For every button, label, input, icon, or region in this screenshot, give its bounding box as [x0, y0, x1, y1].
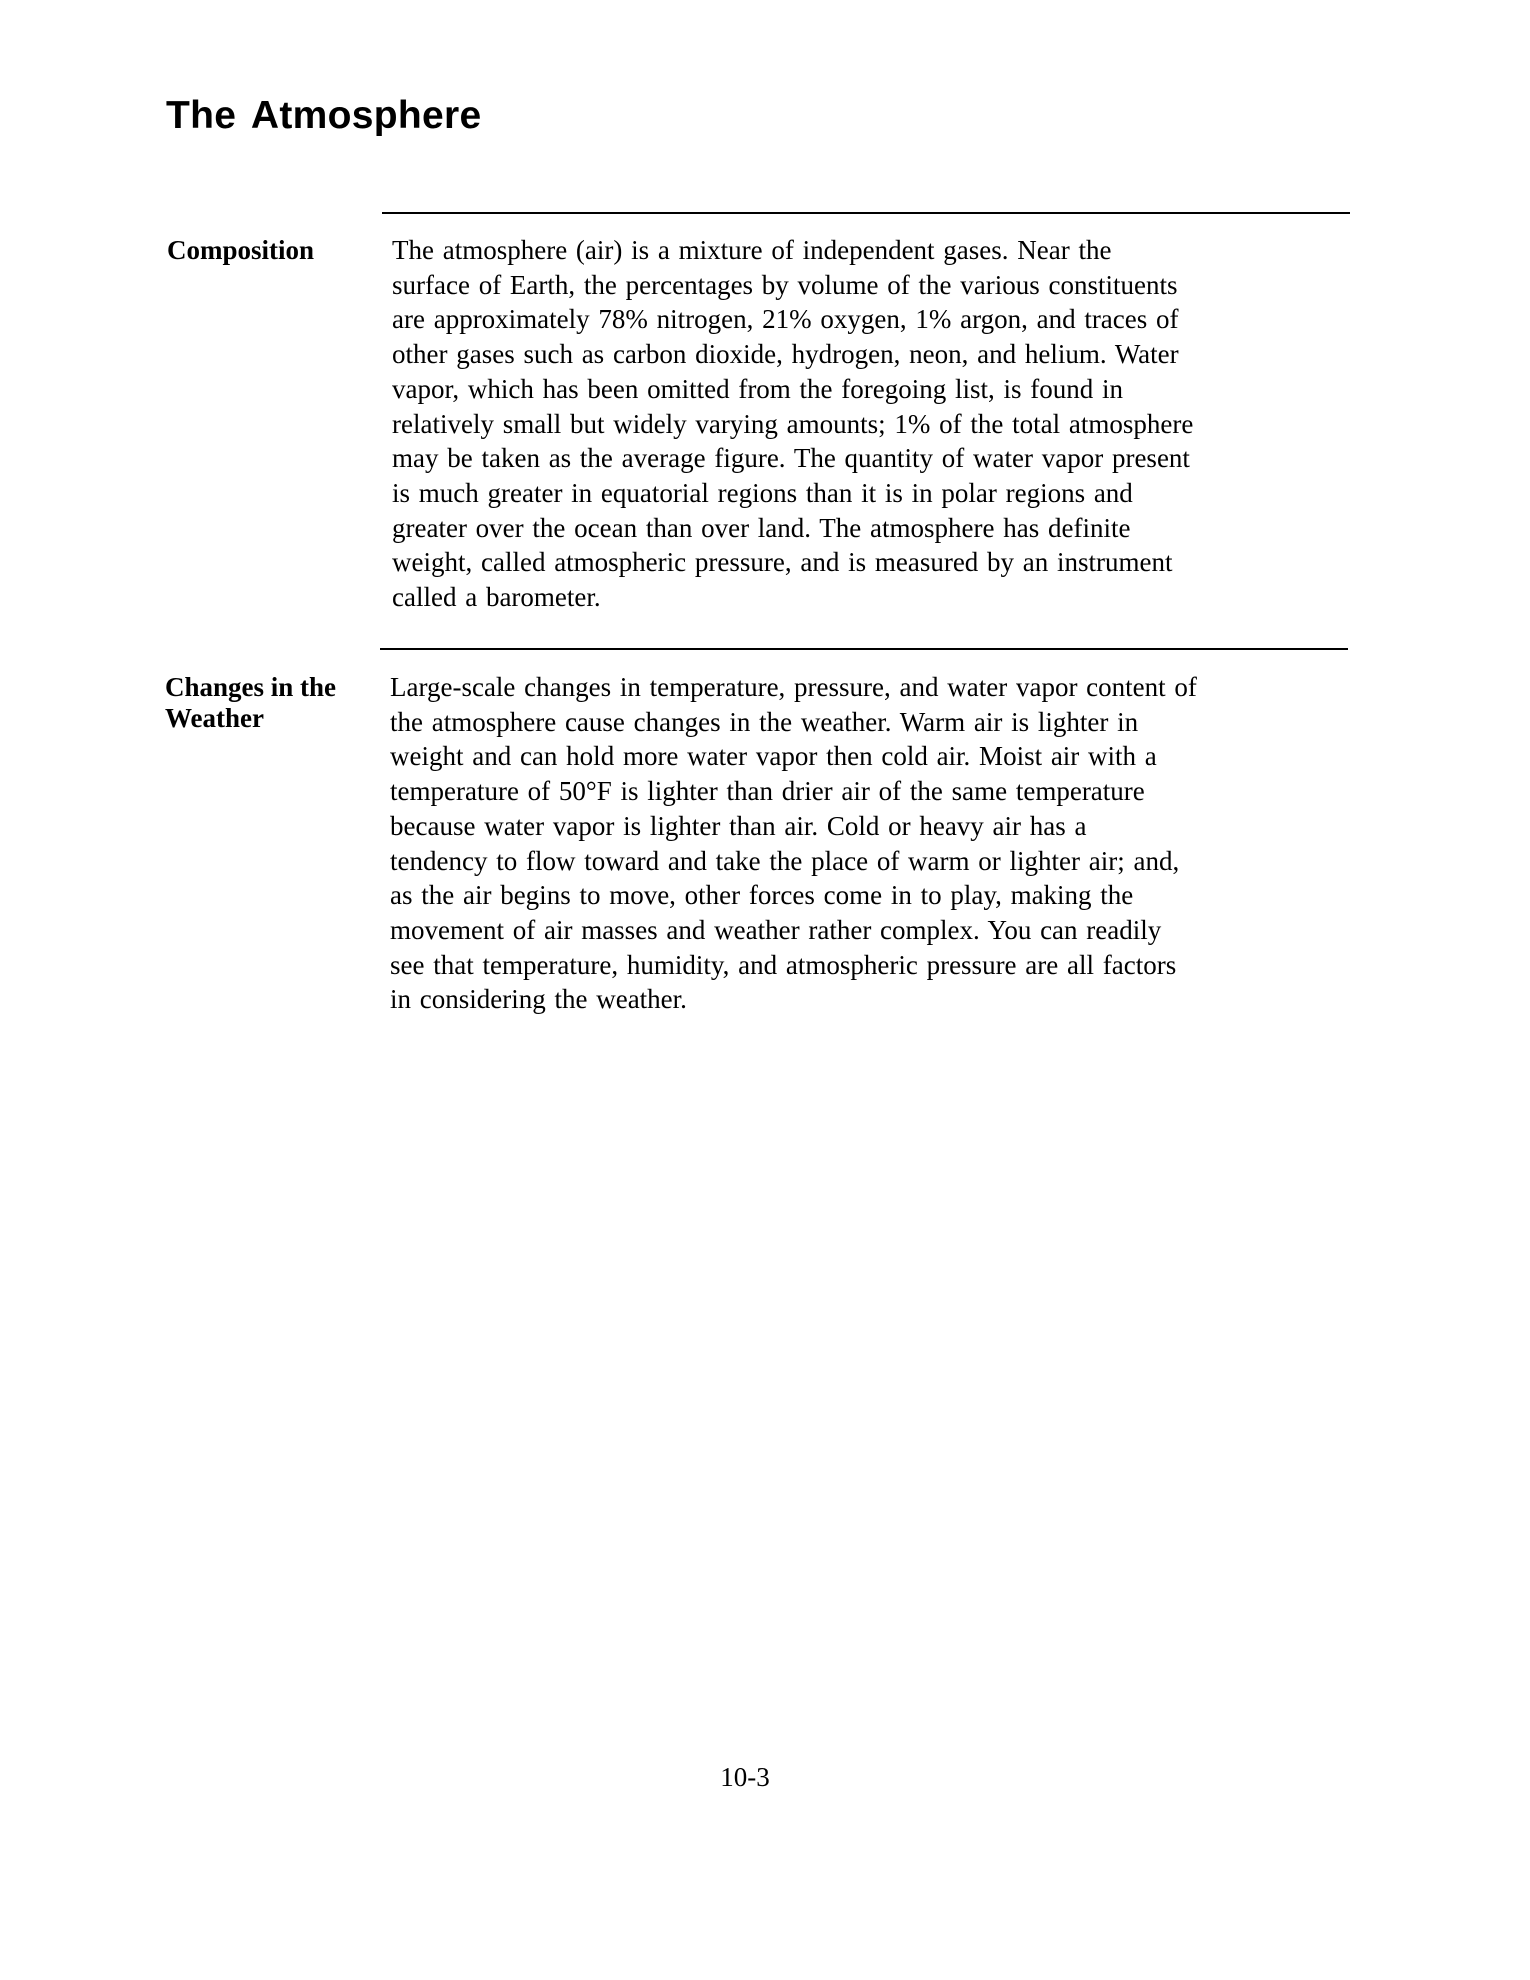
text-line: The atmosphere (air) is a mixture of independent gases. Near the [392, 235, 1112, 265]
text-line: the atmosphere cause changes in the weather. Warm air is lighter in [390, 706, 1139, 737]
text-line: as the air begins to move, other forces come in to play, making the [390, 880, 1134, 911]
text-line: relatively small but widely varying amounts; 1% of the total atmosphere [392, 408, 1194, 439]
section-divider-weather [380, 648, 1348, 650]
text-line: temperature of 50°F is lighter than drier air of the same temperature [390, 776, 1145, 807]
text-line: tendency to flow toward and take the place of warm or lighter air; and, [390, 845, 1180, 876]
text-line: see that temperature, humidity, and atmospheric pressure are all factors [390, 949, 1177, 980]
section-body-weather [390, 670, 1197, 1017]
text-line: weight and can hold more water vapor then cold air. Moist air with a [390, 741, 1157, 772]
text-line: Large-scale changes in temperature, pressure, and water vapor content of [390, 672, 1197, 702]
heading-line: Changes in the [165, 672, 337, 702]
text-line: other gases such as carbon dioxide, hydrogen, neon, and helium. Water [392, 339, 1179, 370]
text-line: weight, called atmospheric pressure, and is measured by an instrument [392, 547, 1173, 578]
section-body-composition [392, 233, 1193, 615]
text-line: surface of Earth, the percentages by volume of the various constituents [392, 269, 1178, 300]
page-number: 10-3 [720, 1762, 770, 1792]
text-line: vapor, which has been omitted from the foregoing list, is found in [392, 373, 1124, 404]
page-title: The Atmosphere [166, 94, 482, 137]
text-line: because water vapor is lighter than air. Cold or heavy air has a [390, 810, 1087, 841]
section-heading-weather [165, 672, 365, 734]
heading-line: Weather [165, 703, 264, 733]
text-line: are approximately 78% nitrogen, 21% oxygen, 1% argon, and traces of [392, 304, 1179, 335]
section-divider-composition [382, 212, 1350, 214]
text-line: movement of air masses and weather rather complex. You can readily [390, 914, 1162, 945]
text-line: called a barometer. [392, 582, 601, 613]
text-line: in considering the weather. [390, 984, 687, 1015]
text-line: greater over the ocean than over land. The atmosphere has definite [392, 512, 1131, 543]
text-line: may be taken as the average figure. The quantity of water vapor present [392, 443, 1190, 474]
section-heading-composition: Composition [167, 235, 315, 265]
text-line: is much greater in equatorial regions than it is in polar regions and [392, 477, 1133, 508]
